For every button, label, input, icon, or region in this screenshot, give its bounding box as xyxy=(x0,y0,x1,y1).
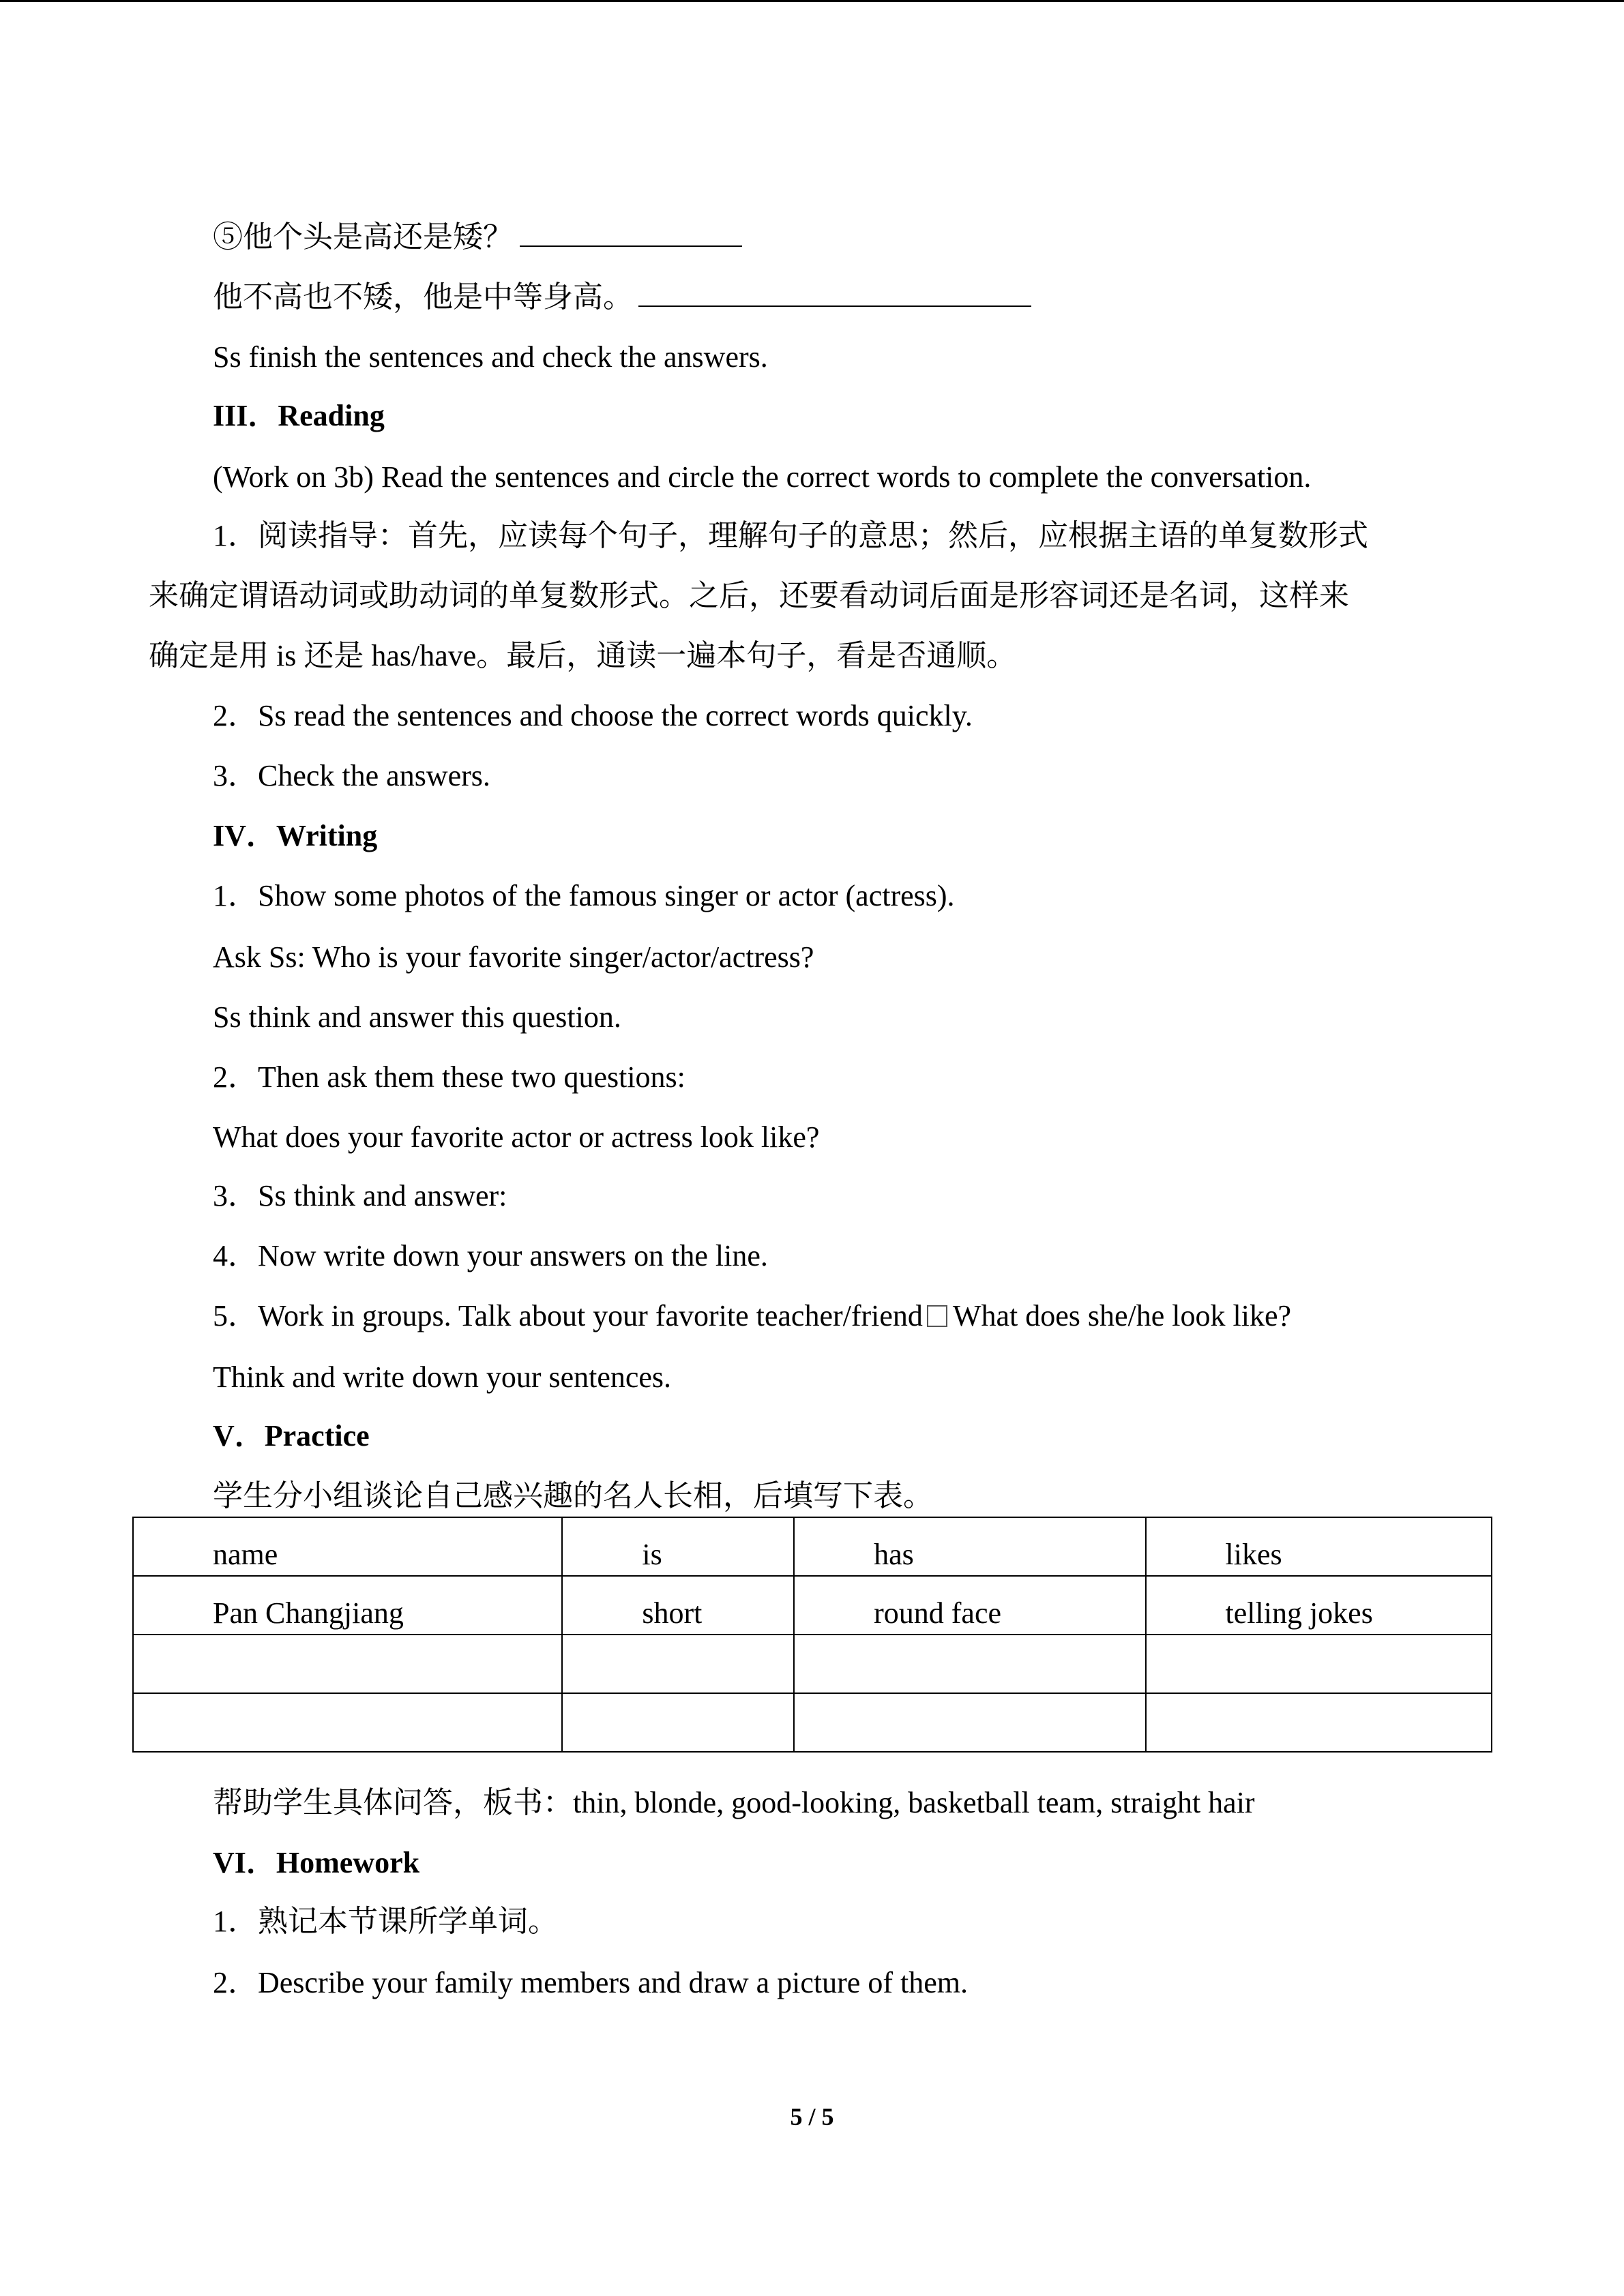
writing-write: Think and write down your sentences. xyxy=(213,1360,672,1394)
reading-step1-line3: 确定是用 is 还是 has/have。最后，通读一遍本句子，看是否通顺。 xyxy=(149,639,1017,672)
table-cell: Pan Changjiang xyxy=(133,1576,562,1635)
practice-intro: 学生分小组谈论自己感兴趣的名人长相，后填写下表。 xyxy=(213,1479,933,1512)
writing-think: Ss think and answer this question. xyxy=(213,1000,621,1034)
table-cell[interactable] xyxy=(133,1635,562,1693)
practice-heading: V．Practice xyxy=(213,1419,370,1452)
finish-text: Ss finish the sentences and check the answers. xyxy=(213,340,768,374)
q5-line xyxy=(213,215,742,256)
table-cell[interactable] xyxy=(794,1693,1145,1752)
writing-step5-part2: What does she/he look like? xyxy=(952,1299,1291,1332)
q5-answer-text: 他不高也不矮，他是中等身高。 xyxy=(213,280,633,314)
writing-step2: 2．Then ask them these two questions: xyxy=(213,1060,685,1094)
table-cell[interactable] xyxy=(562,1635,794,1693)
table-cell: round face xyxy=(794,1576,1145,1635)
q5-answer-line xyxy=(213,275,1031,316)
q5-text: ⑤他个头是高还是矮？ xyxy=(213,220,513,254)
page-number: 5 / 5 xyxy=(790,2103,834,2130)
table-header-cell: is xyxy=(562,1517,794,1576)
homework-heading: VI．Homework xyxy=(213,1846,420,1879)
writing-step5 xyxy=(213,1297,1291,1335)
table-header-cell: name xyxy=(133,1517,562,1576)
writing-ask: Ask Ss: Who is your favorite singer/actor/actress? xyxy=(213,940,814,974)
writing-step3: 3．Ss think and answer: xyxy=(213,1179,507,1212)
table-row xyxy=(133,1693,1492,1752)
table-cell[interactable] xyxy=(1146,1693,1492,1752)
table-cell[interactable] xyxy=(133,1693,562,1752)
answer-blank[interactable] xyxy=(638,275,1031,307)
writing-heading: IV．Writing xyxy=(213,819,378,852)
table-row xyxy=(133,1576,1492,1635)
reading-heading: III．Reading xyxy=(213,399,385,432)
missing-glyph-box xyxy=(927,1305,947,1327)
answer-blank[interactable] xyxy=(520,215,742,247)
reading-step1-line1: 1．阅读指导：首先，应读每个句子，理解句子的意思；然后，应根据主语的单复数形式 xyxy=(213,519,1368,552)
table-header-cell: has xyxy=(794,1517,1145,1576)
table-cell: telling jokes xyxy=(1146,1576,1492,1635)
table-header-row xyxy=(133,1517,1492,1576)
reading-step1-line2: 来确定谓语动词或助动词的单复数形式。之后，还要看动词后面是形容词还是名词，这样来 xyxy=(149,579,1349,612)
reading-step3: 3．Check the answers. xyxy=(213,759,490,792)
writing-question: What does your favorite actor or actress look like? xyxy=(213,1120,820,1154)
practice-board: 帮助学生具体问答，板书：thin, blonde, good-looking, basketball team, straight hair xyxy=(213,1786,1255,1819)
writing-step1: 1．Show some photos of the famous singer or actor (actress). xyxy=(213,879,955,912)
table-cell: short xyxy=(562,1576,794,1635)
writing-step4: 4．Now write down your answers on the line. xyxy=(213,1239,768,1272)
table-cell[interactable] xyxy=(794,1635,1145,1693)
practice-table xyxy=(132,1517,1492,1753)
table-cell[interactable] xyxy=(1146,1635,1492,1693)
writing-step5-part1: 5．Work in groups. Talk about your favorite teacher/friend xyxy=(213,1299,923,1332)
table-row xyxy=(133,1635,1492,1693)
homework-step2: 2．Describe your family members and draw a picture of them. xyxy=(213,1966,968,1999)
reading-intro: (Work on 3b) Read the sentences and circle the correct words to complete the conversation. xyxy=(213,460,1312,494)
table-header-cell: likes xyxy=(1146,1517,1492,1576)
reading-step2: 2．Ss read the sentences and choose the correct words quickly. xyxy=(213,699,973,732)
homework-step1: 1．熟记本节课所学单词。 xyxy=(213,1905,558,1938)
table-cell[interactable] xyxy=(562,1693,794,1752)
